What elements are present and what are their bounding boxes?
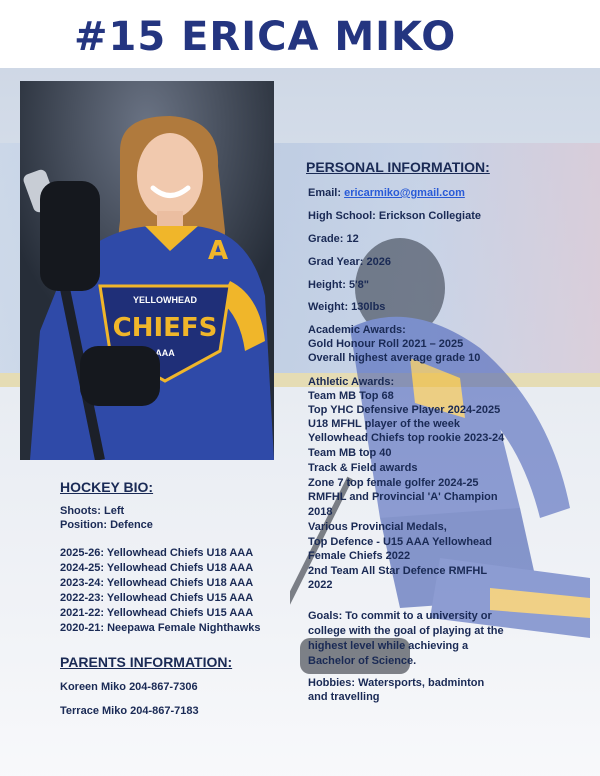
season-line: 2020-21: Neepawa Female Nighthawks: [60, 622, 261, 634]
personal-info-heading: PERSONAL INFORMATION:: [306, 159, 490, 175]
jersey-name-text: CHIEFS: [112, 313, 218, 343]
jersey-level-text: AAA: [155, 348, 175, 358]
email-line: [308, 186, 465, 200]
weight-line: Weight: 130lbs: [308, 301, 386, 313]
position-line: Position: Defence: [60, 519, 153, 531]
page-title: #15 ERICA MIKO: [74, 14, 457, 60]
athletic-awards-line: Team MB Top 68: [308, 390, 394, 402]
athletic-awards-line: 2nd Team All Star Defence RMFHL: [308, 565, 488, 577]
goals-line: Bachelor of Science.: [308, 655, 417, 667]
athletic-awards-line: Athletic Awards:: [308, 376, 395, 388]
player-portrait: [20, 81, 274, 460]
goals-line: Goals: To commit to a university or: [308, 610, 492, 622]
athletic-awards-line: U18 MFHL player of the week: [308, 418, 461, 430]
academic-awards-line: Gold Honour Roll 2021 – 2025: [308, 338, 464, 350]
shoots-line: Shoots: Left: [60, 505, 125, 517]
athletic-awards-line: Top YHC Defensive Player 2024-2025: [308, 404, 501, 416]
email-link[interactable]: ericarmiko@gmail.com: [344, 187, 465, 199]
athletic-awards-line: 2022: [308, 579, 333, 591]
portrait-illustration: [20, 81, 274, 460]
grade-line: Grade: 12: [308, 233, 359, 245]
athletic-awards-line: Yellowhead Chiefs top rookie 2023-24: [308, 432, 505, 444]
season-line: 2021-22: Yellowhead Chiefs U15 AAA: [60, 607, 254, 619]
parent-contact: Koreen Miko 204-867-7306: [60, 681, 198, 693]
academic-awards-line: Overall highest average grade 10: [308, 352, 481, 364]
athletic-awards-line: RMFHL and Provincial 'A' Champion: [308, 491, 498, 503]
parents-info-heading: PARENTS INFORMATION:: [60, 654, 233, 670]
goals-line: college with the goal of playing at the: [308, 625, 504, 637]
athletic-awards-line: Team MB top 40: [308, 447, 392, 459]
captain-letter: A: [207, 236, 229, 266]
height-line: Height: 5'8": [308, 279, 370, 291]
athletic-awards-line: 2018: [308, 506, 333, 518]
hockey-bio-heading: HOCKEY BIO:: [60, 479, 154, 495]
grad-year-line: Grad Year: 2026: [308, 256, 391, 268]
hobbies-line: Hobbies: Watersports, badminton: [308, 677, 485, 689]
season-line: 2023-24: Yellowhead Chiefs U18 AAA: [60, 577, 254, 589]
season-line: 2024-25: Yellowhead Chiefs U18 AAA: [60, 562, 254, 574]
season-line: 2025-26: Yellowhead Chiefs U18 AAA: [60, 547, 254, 559]
athletic-awards-line: Zone 7 top female golfer 2024-25: [308, 477, 479, 489]
jersey-team-text: YELLOWHEAD: [133, 295, 197, 305]
academic-awards-line: Academic Awards:: [308, 324, 406, 336]
hobbies-line: and travelling: [308, 691, 380, 703]
athletic-awards-line: Female Chiefs 2022: [308, 550, 411, 562]
athletic-awards-line: Track & Field awards: [308, 462, 418, 474]
goals-line: highest level while achieving a: [308, 640, 469, 652]
email-label: Email:: [308, 187, 342, 199]
season-line: 2022-23: Yellowhead Chiefs U15 AAA: [60, 592, 254, 604]
athletic-awards-line: Various Provincial Medals,: [308, 521, 447, 533]
parent-contact: Terrace Miko 204-867-7183: [60, 705, 199, 717]
school-line: High School: Erickson Collegiate: [308, 210, 481, 222]
athletic-awards-line: Top Defence - U15 AAA Yellowhead: [308, 536, 492, 548]
